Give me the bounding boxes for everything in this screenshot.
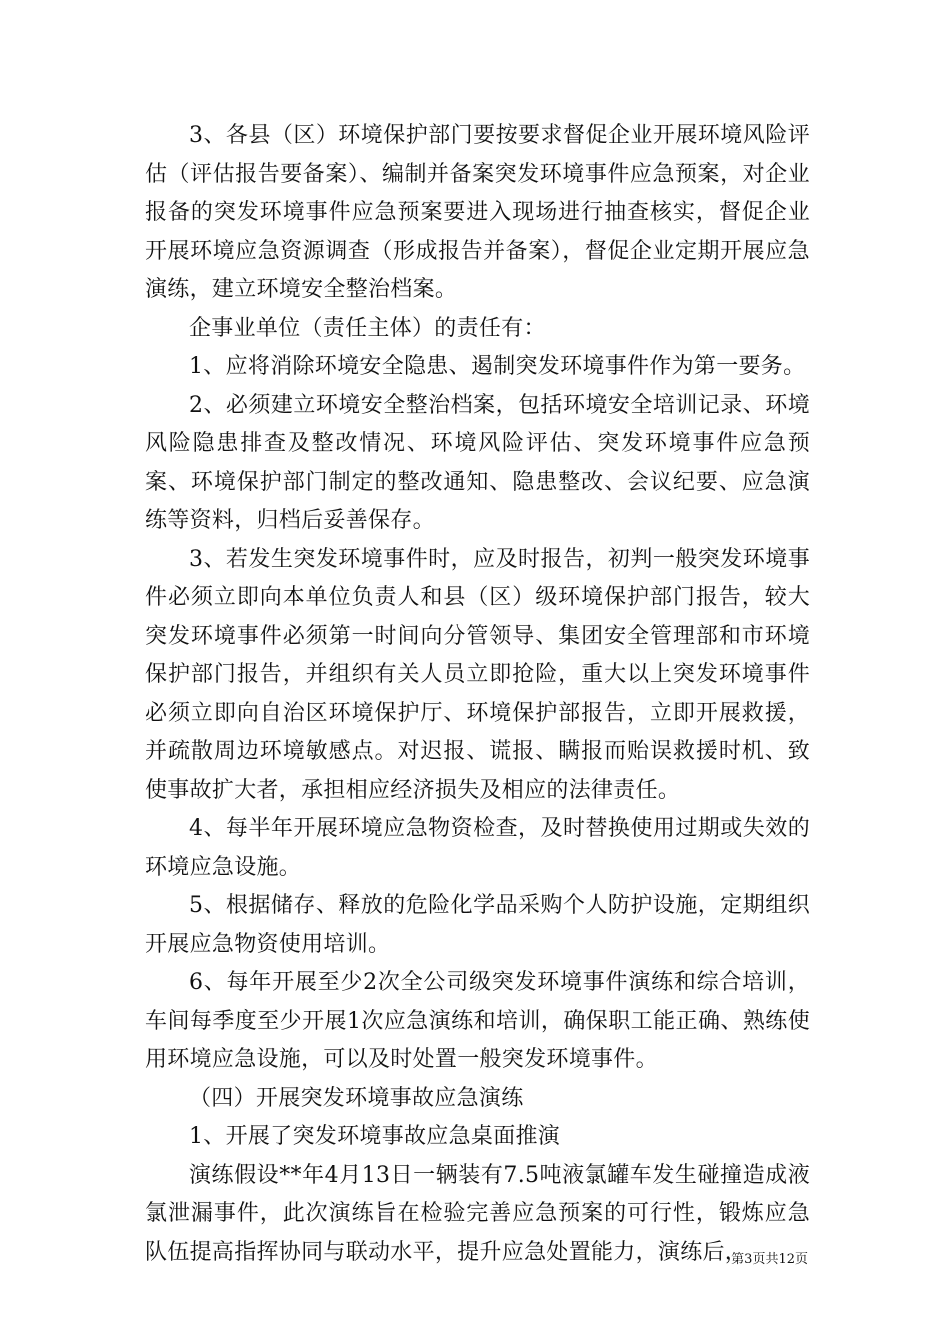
subheading-tabletop-drill: 1、开展了突发环境事故应急桌面推演 [189,1124,561,1149]
paragraph-drill-scenario: 演练假设**年4月13日一辆装有7.5吨液氯罐车发生碰撞造成液氯泄漏事件，此次演练旨在检验完善应急预案的可行性，锻炼应急队伍提高指挥协同与联动水平，提升应急处置能力，演练后， [145,1162,810,1265]
paragraph-county-epa-duties: 3、各县（区）环境保护部门要按要求督促企业开展环境风险评估（评估报告要备案）、编制并备案突发环境事件应急预案，对企业报备的突发环境事件应急预案要进入现场进行抽查核实，督促企业开展环境应急资源调查（形成报告并备案），督促企业定期开展应急演练，建立环境安全整治档案。 [145,123,810,302]
section-heading-drill: （四）开展突发环境事故应急演练 [189,1085,524,1111]
document-body [145,117,810,1272]
paragraph-enterprise-item-1: 1、应将消除环境安全隐患、遏制突发环境事件作为第一要务。 [189,354,806,379]
paragraph-enterprise-item-3: 3、若发生突发环境事件时，应及时报告，初判一般突发环境事件必须立即向本单位负责人和县（区）级环境保护部门报告，较大突发环境事件必须第一时间向分管领导、集团安全管理部和市环境保护部门报告，并组织有关人员立即抢险，重大以上突发环境事件必须立即向自治区环境保护厅、环境保护部报告，立即开展救援，并疏散周边环境敏感点。对迟报、谎报、瞒报而贻误救援时机、致使事故扩大者，承担相应经济损失及相应的法律责任。 [145,546,810,803]
paragraph-enterprise-item-5: 5、根据储存、释放的危险化学品采购个人防护设施，定期组织开展应急物资使用培训。 [145,893,810,957]
paragraph-enterprise-item-6: 6、每年开展至少2次全公司级突发环境事件演练和综合培训，车间每季度至少开展1次应急演练和培训，确保职工能正确、熟练使用环境应急设施，可以及时处置一般突发环境事件。 [145,970,810,1072]
paragraph-enterprise-item-2: 2、必须建立环境安全整治档案，包括环境安全培训记录、环境风险隐患排查及整改情况、环境风险评估、突发环境事件应急预案、环境保护部门制定的整改通知、隐患整改、会议纪要、应急演练等资料，归档后妥善保存。 [145,392,810,533]
paragraph-enterprise-item-4: 4、每半年开展环境应急物资检查，及时替换使用过期或失效的环境应急设施。 [145,816,810,880]
paragraph-enterprise-heading: 企事业单位（责任主体）的责任有： [189,315,546,341]
page-number-footer: 第3页共12页 [731,1252,808,1267]
